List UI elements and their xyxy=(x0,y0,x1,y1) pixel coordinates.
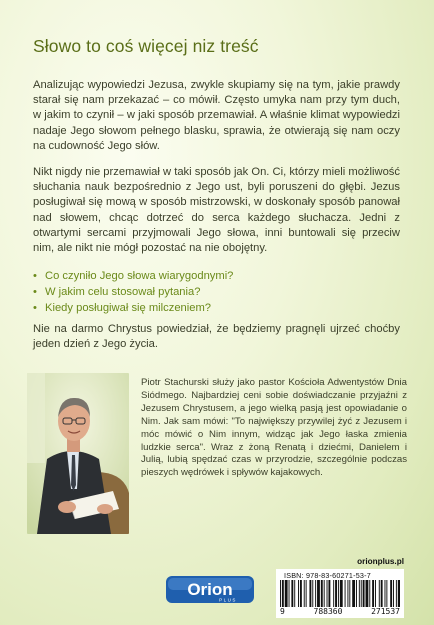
barcode-bar xyxy=(347,580,348,607)
barcode-bar xyxy=(306,580,307,607)
barcode-bar xyxy=(356,580,357,607)
author-photo xyxy=(27,373,129,534)
barcode-bar xyxy=(396,580,397,607)
barcode-bar xyxy=(338,580,339,607)
barcode-bar xyxy=(366,580,369,607)
barcode-bar xyxy=(363,580,365,607)
barcode-bar xyxy=(315,580,316,607)
barcode-bar xyxy=(312,580,313,607)
barcode-bar xyxy=(349,580,350,607)
bullet-icon: • xyxy=(33,270,37,282)
barcode-bar xyxy=(317,580,320,607)
barcode-bar xyxy=(369,580,370,607)
bullet-icon: • xyxy=(33,286,37,298)
barcode-bar xyxy=(345,580,346,607)
barcode-bar xyxy=(282,580,284,607)
barcode-bar xyxy=(340,580,343,607)
barcode-bar xyxy=(280,580,281,607)
barcode-bar xyxy=(381,580,383,607)
intro-paragraph: Analizując wypowiedzi Jezusa, zwykle skupiamy się na tym, jakie prawdy starał się nam przekazać – co mówił. Często umyka nam przy tym duch, w jakim to czynił – w jaki sposób przemawiał. A właśnie klimat wypowiedzi nadaje Jego słowom pełnego blasku, sprawia, że otwierają się nam oczy na cudowność Jego słów. xyxy=(33,79,400,152)
barcode-bar xyxy=(300,580,302,607)
barcode-bar xyxy=(393,580,394,607)
svg-text:Orion: Orion xyxy=(187,580,233,599)
headline: Słowo to coś więcej niz treść xyxy=(33,36,259,56)
barcode-bar xyxy=(372,580,374,607)
barcode-bar xyxy=(333,580,334,607)
barcode-bar xyxy=(386,580,387,607)
barcode-bar xyxy=(385,580,386,607)
barcode-bar xyxy=(361,580,362,607)
question-list xyxy=(33,268,233,316)
barcode-bar xyxy=(328,580,330,607)
barcode-bar xyxy=(324,580,325,607)
barcode-bar xyxy=(327,580,328,607)
publisher-website: orionplus.pl xyxy=(357,557,404,566)
barcode-bar xyxy=(291,580,293,607)
ean-digits: 9 788360 271537 xyxy=(280,607,400,616)
barcode-bar xyxy=(359,580,360,607)
publisher-logo xyxy=(166,576,254,603)
barcode-bar xyxy=(309,580,311,607)
barcode-bar xyxy=(335,580,337,607)
closing-paragraph: Nie na darmo Chrystus powiedział, że będziemy pragnęli ujrzeć choćby jeden dzień z Jego życia. xyxy=(33,323,400,351)
barcode-bar xyxy=(294,580,295,607)
barcode-bar xyxy=(321,580,323,607)
svg-text:PLUS: PLUS xyxy=(219,597,237,603)
barcode-icon xyxy=(280,580,400,607)
question-item: • Co czyniło Jego słowa wiarygodnymi? xyxy=(33,270,234,282)
barcode-bar xyxy=(398,580,400,607)
isbn-barcode xyxy=(276,569,404,618)
question-item: • W jakim celu stosował pytania? xyxy=(33,286,201,298)
barcode-bar xyxy=(375,580,376,607)
barcode-bar xyxy=(285,580,288,607)
barcode-bar xyxy=(352,580,355,607)
question-item: • Kiedy posługiwał się milczeniem? xyxy=(33,302,212,314)
barcode-bar xyxy=(379,580,380,607)
barcode-bar xyxy=(298,580,299,607)
isbn-number: ISBN: 978-83-60271-53-7 xyxy=(284,571,371,580)
bullet-icon: • xyxy=(33,302,37,314)
body-paragraph: Nikt nigdy nie przemawiał w taki sposób jak On. Ci, którzy mieli możliwość słuchania nauk bezpośrednio z Jego ust, byli poruszeni do głębi. Jezus posługiwał się mową w sposób mistrzowski, w doskonały sposób panował nad słowem, chcąc dotrzeć do serca każdego słuchacza. Jedni z otwartymi sercami przyjmowali Jego słowa, inni buntowali się przeciw nim, ale nikt nie mógł pozostać na nie obojętny. xyxy=(33,166,400,255)
author-bio: Piotr Stachurski służy jako pastor Kościoła Adwentystów Dnia Siódmego. Najbardziej ceni sobie doświadczanie przyjaźni z Jezusem Chrystusem, a jego wielką pasją jest opowiadanie o Nim. Jak sam mówi: "To największy przywilej żyć z Jezusem i móc mówić o Nim innym, widząc jak Jego łaska zmienia ludzkie serca". Wraz z żoną Renatą i dziećmi, Danielem i Julią, lubią spędzać czas w przyrodzie, szczególnie podczas pieszych wędrówek i spływów kajakowych. xyxy=(141,377,407,479)
barcode-bar xyxy=(390,580,392,607)
barcode-bar xyxy=(304,580,305,607)
barcode-bar xyxy=(289,580,290,607)
